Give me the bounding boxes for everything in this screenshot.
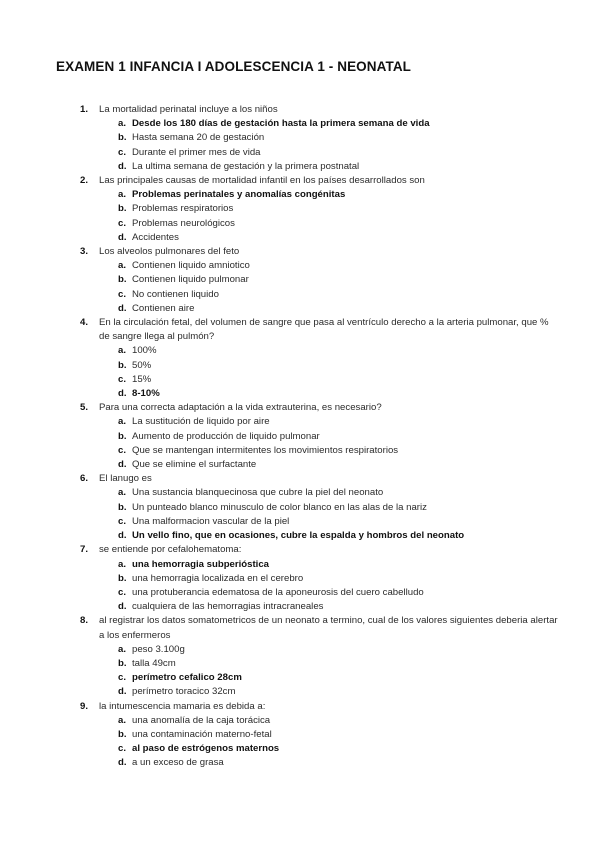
answer-option — [118, 586, 560, 600]
question-text: Para una correcta adaptación a la vida extrauterina, es necesario? — [99, 402, 382, 414]
answer-option — [118, 643, 560, 657]
answer-option — [118, 131, 560, 145]
question-line — [80, 700, 560, 714]
answer-option-correct — [118, 188, 560, 202]
option-text: 8-10% — [132, 388, 160, 400]
answer-option — [118, 728, 560, 742]
option-text: al paso de estrógenos maternos — [132, 743, 280, 755]
question-number: 4. — [80, 317, 89, 329]
option-letter: c. — [118, 672, 127, 684]
option-letter: a. — [118, 643, 127, 655]
answer-option — [118, 373, 560, 387]
answer-option — [118, 458, 560, 472]
question-number: 3. — [80, 246, 89, 258]
option-text: 15% — [132, 373, 152, 385]
option-text: No contienen liquido — [132, 288, 219, 300]
option-text: La ultima semana de gestación y la primera postnatal — [132, 160, 360, 172]
answer-options — [80, 344, 560, 401]
option-letter: b. — [118, 203, 127, 215]
question-text: la intumescencia mamaria es debida a: — [99, 700, 266, 712]
option-text: Problemas respiratorios — [132, 203, 234, 215]
option-text: una hemorragia subperióstica — [132, 558, 270, 570]
question-item — [80, 174, 560, 245]
question-line — [80, 401, 560, 415]
option-text: Un vello fino, que en ocasiones, cubre la espalda y hombros del neonato — [132, 530, 465, 542]
answer-options — [80, 117, 560, 174]
option-text: talla 49cm — [132, 657, 176, 669]
option-letter: a. — [118, 260, 127, 272]
question-item — [80, 543, 560, 614]
answer-options — [80, 188, 560, 245]
answer-option-correct — [118, 117, 560, 131]
question-item — [80, 472, 560, 543]
question-item — [80, 103, 560, 174]
question-list — [80, 103, 560, 771]
question-item — [80, 245, 560, 316]
answer-option-correct — [118, 742, 560, 756]
document-title: EXAMEN 1 INFANCIA I ADOLESCENCIA 1 - NEONATAL — [56, 59, 412, 74]
option-letter: a. — [118, 487, 127, 499]
question-text: La mortalidad perinatal incluye a los niños — [99, 104, 278, 115]
option-text: perímetro toracico 32cm — [132, 686, 236, 698]
answer-option — [118, 600, 560, 614]
option-letter: b. — [118, 274, 127, 286]
answer-option — [118, 415, 560, 429]
option-letter: b. — [118, 657, 127, 669]
answer-option-correct — [118, 529, 560, 543]
option-text: cualquiera de las hemorragias intracraneales — [132, 601, 324, 613]
option-letter: c. — [118, 373, 127, 385]
option-letter: a. — [118, 416, 127, 428]
answer-option — [118, 515, 560, 529]
answer-option — [118, 756, 560, 770]
answer-option — [118, 217, 560, 231]
question-line — [80, 316, 560, 344]
option-letter: c. — [118, 146, 127, 158]
option-text: 50% — [132, 359, 152, 371]
answer-option — [118, 501, 560, 515]
option-letter: b. — [118, 359, 127, 371]
option-letter: a. — [118, 189, 127, 201]
question-number: 6. — [80, 473, 89, 485]
question-line — [80, 472, 560, 486]
option-text: Una malformacion vascular de la piel — [132, 515, 290, 527]
question-number: 9. — [80, 700, 89, 712]
option-text: Problemas neurológicos — [132, 217, 235, 229]
question-text: En la circulación fetal, del volumen de sangre que pasa al ventrículo derecho a la arteria pulmonar, que % de sangre llega al pulmón? — [99, 317, 549, 343]
option-text: Una sustancia blanquecinosa que cubre la piel del neonato — [132, 487, 384, 499]
option-letter: d. — [118, 530, 127, 542]
answer-option — [118, 160, 560, 174]
answer-option — [118, 288, 560, 302]
option-text: Aumento de producción de liquido pulmonar — [132, 430, 320, 442]
option-text: Un punteado blanco minusculo de color blanco en las alas de la nariz — [132, 501, 427, 513]
answer-option — [118, 430, 560, 444]
answer-options — [80, 259, 560, 316]
answer-option — [118, 486, 560, 500]
option-letter: d. — [118, 302, 127, 314]
question-number: 1. — [80, 104, 89, 115]
question-text: al registrar los datos somatometricos de un neonato a termino, cual de los valores siguientes deberia alertar a los enfermeros — [99, 615, 558, 641]
question-line — [80, 103, 560, 117]
answer-option — [118, 302, 560, 316]
answer-options — [80, 714, 560, 771]
option-text: Que se elimine el surfactante — [132, 459, 257, 471]
option-letter: d. — [118, 757, 127, 769]
option-text: La sustitución de liquido por aire — [132, 416, 270, 428]
option-letter: d. — [118, 388, 127, 400]
question-number: 2. — [80, 175, 89, 187]
question-text: se entiende por cefalohematoma: — [99, 544, 242, 556]
answer-option — [118, 714, 560, 728]
question-line — [80, 543, 560, 557]
answer-option — [118, 444, 560, 458]
question-number: 5. — [80, 402, 89, 414]
answer-option — [118, 273, 560, 287]
question-item — [80, 401, 560, 472]
option-text: Que se mantengan intermitentes los movimientos respiratorios — [132, 444, 399, 456]
option-letter: b. — [118, 728, 127, 740]
option-letter: c. — [118, 444, 127, 456]
answer-options — [80, 558, 560, 615]
answer-options — [80, 486, 560, 543]
option-text: Contienen liquido amniotico — [132, 260, 250, 272]
option-letter: d. — [118, 231, 127, 243]
answer-option-correct — [118, 387, 560, 401]
option-letter: b. — [118, 572, 127, 584]
option-letter: c. — [118, 217, 127, 229]
question-number: 7. — [80, 544, 89, 556]
option-text: Durante el primer mes de vida — [132, 146, 261, 158]
option-letter: a. — [118, 345, 127, 357]
question-text: Las principales causas de mortalidad infantil en los países desarrollados son — [99, 175, 425, 187]
answer-option — [118, 344, 560, 358]
question-line — [80, 174, 560, 188]
option-text: Problemas perinatales y anomalías congénitas — [132, 189, 346, 201]
option-text: una anomalía de la caja torácica — [132, 714, 271, 726]
option-letter: a. — [118, 714, 127, 726]
answer-option — [118, 146, 560, 160]
option-text: perímetro cefalico 28cm — [132, 672, 242, 684]
question-line — [80, 245, 560, 259]
question-item — [80, 316, 560, 401]
answer-option — [118, 685, 560, 699]
answer-option — [118, 231, 560, 245]
answer-option — [118, 202, 560, 216]
option-letter: b. — [118, 430, 127, 442]
option-text: Desde los 180 días de gestación hasta la primera semana de vida — [132, 118, 430, 130]
option-text: una hemorragia localizada en el cerebro — [132, 572, 304, 584]
option-letter: d. — [118, 160, 127, 172]
question-text: Los alveolos pulmonares del feto — [99, 246, 240, 258]
option-letter: a. — [118, 558, 127, 570]
option-letter: d. — [118, 459, 127, 471]
answer-options — [80, 415, 560, 472]
option-letter: c. — [118, 586, 127, 598]
option-letter: c. — [118, 515, 127, 527]
answer-option — [118, 359, 560, 373]
answer-option-correct — [118, 671, 560, 685]
option-text: peso 3.100g — [132, 643, 185, 655]
question-line — [80, 614, 560, 642]
option-text: a un exceso de grasa — [132, 757, 224, 769]
option-letter: d. — [118, 601, 127, 613]
answer-option — [118, 572, 560, 586]
option-letter: b. — [118, 501, 127, 513]
option-letter: b. — [118, 132, 127, 144]
option-text: una contaminación materno-fetal — [132, 728, 272, 740]
option-letter: d. — [118, 686, 127, 698]
answer-options — [80, 643, 560, 700]
option-text: Contienen aire — [132, 302, 195, 314]
option-text: Contienen liquido pulmonar — [132, 274, 249, 286]
question-item — [80, 700, 560, 771]
question-number: 8. — [80, 615, 89, 627]
question-text: El lanugo es — [99, 473, 152, 485]
question-item — [80, 614, 560, 699]
option-text: una protuberancia edematosa de la aponeurosis del cuero cabelludo — [132, 586, 424, 598]
option-text: 100% — [132, 345, 157, 357]
option-letter: c. — [118, 288, 127, 300]
answer-option — [118, 657, 560, 671]
option-text: Accidentes — [132, 231, 179, 243]
option-letter: a. — [118, 118, 127, 130]
option-letter: c. — [118, 743, 127, 755]
answer-option-correct — [118, 558, 560, 572]
option-text: Hasta semana 20 de gestación — [132, 132, 265, 144]
answer-option — [118, 259, 560, 273]
